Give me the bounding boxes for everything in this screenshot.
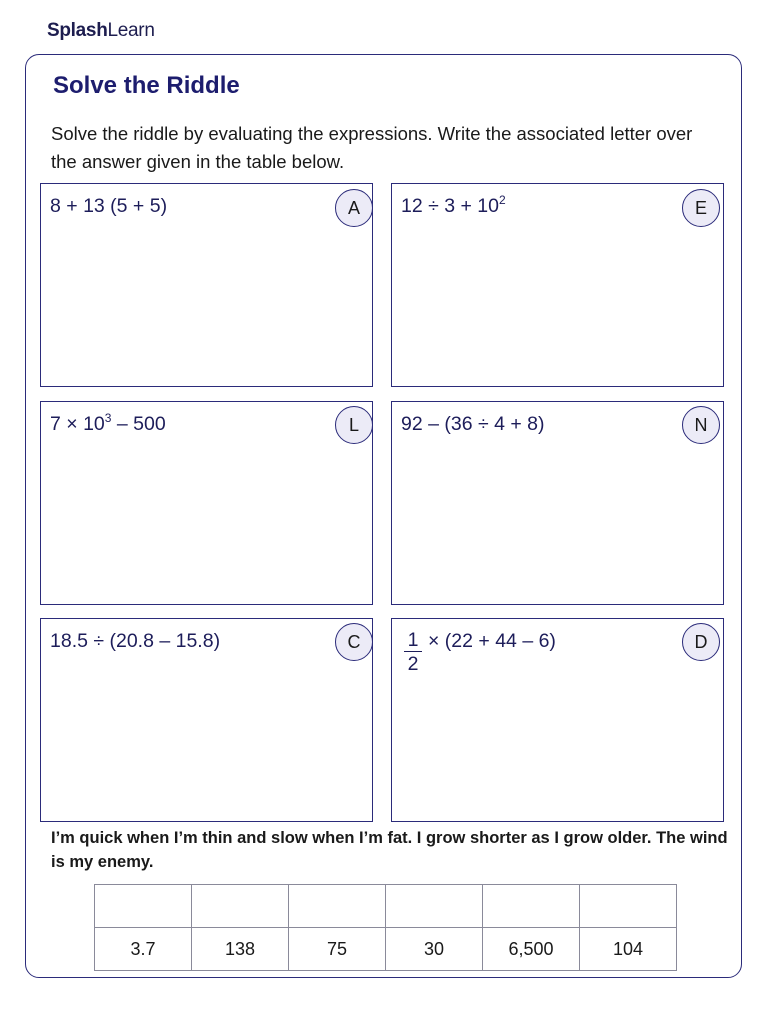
answer-letter-cell[interactable] [483,885,580,928]
letter-badge-l: L [335,406,373,444]
problem-box-e [391,183,724,387]
expression-c: 18.5 ÷ (20.8 – 15.8) [50,630,221,652]
expression-l-exponent: 3 [104,411,112,425]
page-title: Solve the Riddle [53,72,240,99]
answer-value-cell: 138 [192,928,289,971]
logo-part-1: Splash [47,20,108,41]
instructions: Solve the riddle by evaluating the expressions. Write the associated letter over the answer given in the table below. [51,123,693,172]
letter-badge-e: E [682,189,720,227]
answer-letter-cell[interactable] [192,885,289,928]
fraction-numerator: 1 [404,629,422,652]
expression-e-base: 12 ÷ 3 + 10 [401,195,499,217]
problem-box-n [391,401,724,605]
answer-value-cell: 75 [289,928,386,971]
problem-box-a [40,183,373,387]
answer-table [94,884,677,971]
expression-n: 92 – (36 ÷ 4 + 8) [401,413,545,435]
problem-box-c [40,618,373,822]
fraction-denominator: 2 [407,653,419,675]
letter-badge-a: A [335,189,373,227]
answer-letter-cell[interactable] [289,885,386,928]
splashlearn-logo [47,20,155,42]
letter-badge-d: D [682,623,720,661]
answer-letter-cell[interactable] [95,885,192,928]
answer-value-row [95,928,677,971]
answer-letter-cell[interactable] [386,885,483,928]
answer-value-cell: 30 [386,928,483,971]
letter-badge-n: N [682,406,720,444]
logo-part-2: Learn [107,20,155,41]
expression-l [50,413,166,436]
riddle-text: I’m quick when I’m thin and slow when I’m fat. I grow shorter as I grow older. The wind is my enemy. [51,829,728,871]
expression-e-exponent: 2 [499,193,506,207]
problem-box-l [40,401,373,605]
answer-letter-row [95,885,677,928]
fraction-one-half [404,629,422,676]
expression-e [401,195,506,218]
answer-letter-cell[interactable] [580,885,677,928]
answer-value-cell: 6,500 [483,928,580,971]
problem-box-d [391,618,724,822]
answer-value-cell: 3.7 [95,928,192,971]
expression-l-rest: – 500 [111,413,166,435]
expression-l-base: 7 × 10 [50,413,105,435]
expression-d: × (22 + 44 – 6) [428,630,556,652]
expression-a: 8 + 13 (5 + 5) [50,195,168,217]
answer-value-cell: 104 [580,928,677,971]
letter-badge-c: C [335,623,373,661]
